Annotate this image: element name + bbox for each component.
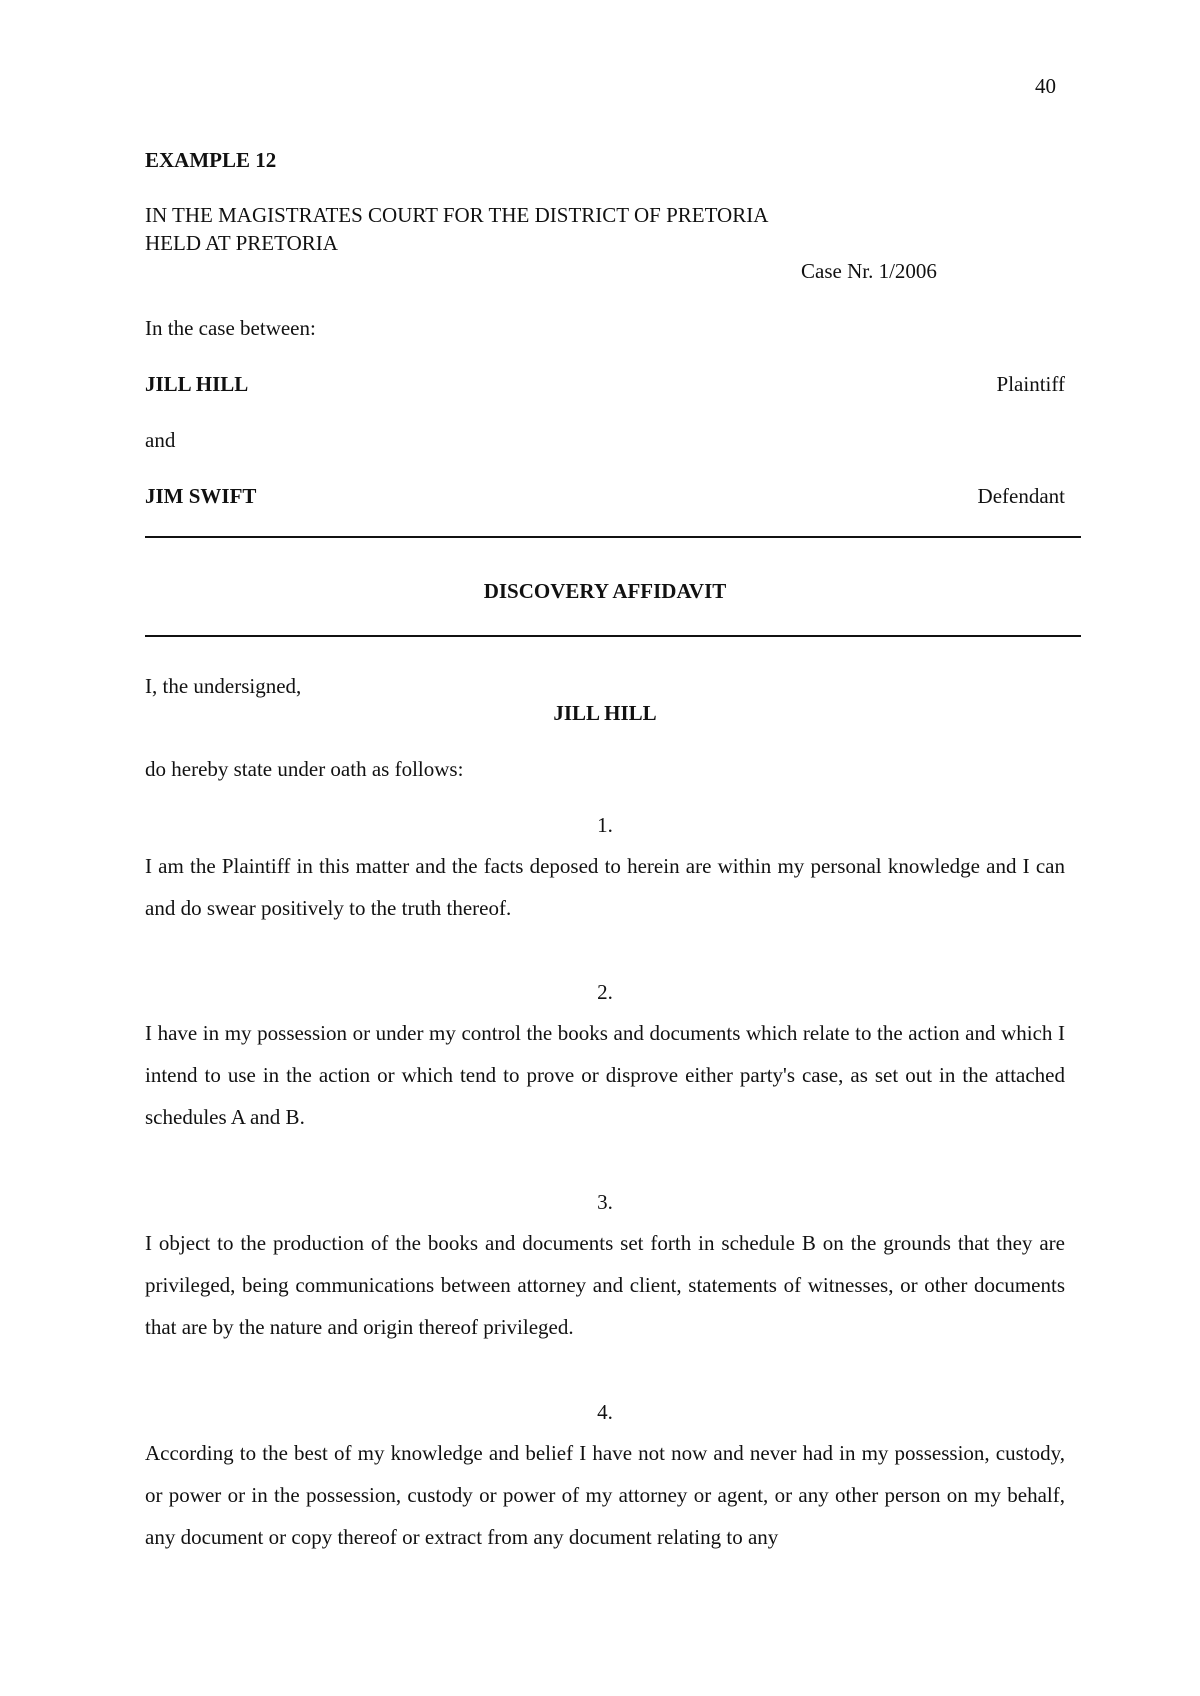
document-title: DISCOVERY AFFIDAVIT [483,579,727,603]
case-number: Case Nr. 1/2006 [801,259,937,283]
paragraph-number: 2. [597,980,613,1004]
page-number: 40 [1035,74,1056,98]
deponent-name: JILL HILL [553,701,657,725]
paragraph-text: I have in my possession or under my control the books and documents which relate to the action and which I intend to use in the action or which tend to prove or disprove either party's case, as set out in the attached schedules A and B. [145,1021,1065,1129]
divider-top [145,536,1081,538]
defendant-role: Defendant [977,484,1065,508]
paragraph-number: 1. [597,813,613,837]
paragraph-text: I object to the production of the books and documents set forth in schedule B on the grounds that they are privileged, being communications between attorney and client, statements of witnesses, or other documents that are by the nature and origin thereof privileged. [145,1231,1065,1339]
plaintiff-role: Plaintiff [996,372,1065,396]
example-title: EXAMPLE 12 [145,148,277,172]
divider-bottom [145,635,1081,637]
defendant-name: JIM SWIFT [145,484,257,508]
conjunction-and: and [145,428,176,452]
plaintiff-name: JILL HILL [145,372,249,396]
paragraph-number: 3. [597,1190,613,1214]
paragraph-text: I am the Plaintiff in this matter and the facts deposed to herein are within my personal knowledge and I can and do swear positively to the truth thereof. [145,854,1065,920]
court-line-2: HELD AT PRETORIA [145,231,338,255]
paragraph-number: 4. [597,1400,613,1424]
oath-statement: do hereby state under oath as follows: [145,757,464,781]
undersigned-intro: I, the undersigned, [145,674,302,698]
paragraph-text: According to the best of my knowledge and belief I have not now and never had in my possession, custody, or power or in the possession, custody or power of my attorney or agent, or any other person on my behalf, any document or copy thereof or extract from any document relating to any [145,1441,1065,1549]
case-between-label: In the case between: [145,316,316,340]
court-line-1: IN THE MAGISTRATES COURT FOR THE DISTRICT OF PRETORIA [145,203,769,227]
